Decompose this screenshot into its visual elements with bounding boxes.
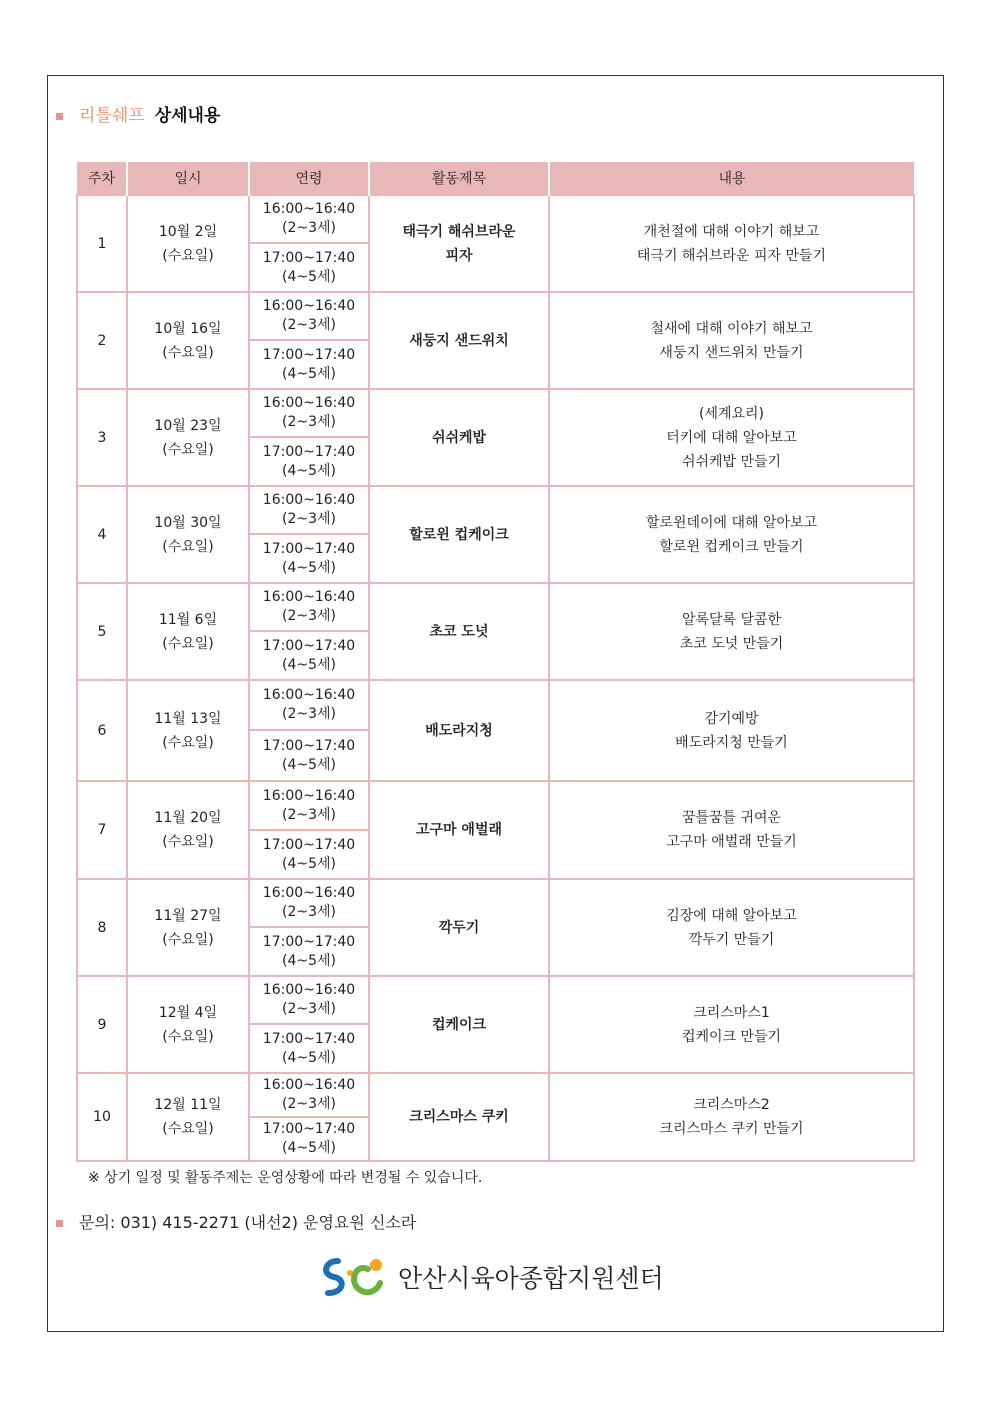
date-cell [127,195,249,292]
time-slot-cell-line: (4~5세) [282,1049,336,1066]
activity-content-cell-line: 개천절에 대해 이야기 해보고 [643,223,820,240]
date-cell-line: (수요일) [162,441,214,458]
time-slot-cell-line: (2~3세) [282,511,336,527]
activity-content-cell-line: 태극기 해쉬브라운 피자 만들기 [636,247,827,264]
week-cell [77,195,127,292]
time-slot-cell-line: 16:00~16:40 [262,1077,356,1093]
center-logo-icon [318,1255,390,1299]
activity-content-cell [549,976,914,1073]
activity-title-cell-line: 고구마 애벌래 [415,822,503,838]
date-cell-line: (수요일) [162,635,214,652]
week-cell [77,583,127,680]
time-slot-cell [249,1073,369,1117]
activity-content-cell-line: 크리스마스 쿠키 만들기 [659,1121,804,1137]
time-slot-cell-line: 16:00~16:40 [262,885,356,901]
week-cell [77,976,127,1073]
time-slot-cell-line: (4~5세) [282,1140,336,1156]
table-row [77,680,914,730]
week-cell [77,781,127,879]
activity-content-cell-line: 깍두기 만들기 [688,931,775,948]
time-slot-cell [249,340,369,389]
date-cell [127,292,249,389]
time-slot-cell-line: 17:00~17:40 [262,346,356,363]
activity-content-cell-line: 터키에 대해 알아보고 [666,429,797,446]
week-cell [77,486,127,583]
activity-title-cell [369,583,549,680]
time-slot-cell-line: 16:00~16:40 [262,395,356,411]
week-cell-line: 6 [97,722,107,739]
time-slot-cell [249,583,369,631]
activity-title-cell [369,781,549,879]
time-slot-cell-line: 16:00~16:40 [262,298,356,314]
header-content: 내용 [549,162,914,195]
time-slot-cell [249,389,369,437]
time-slot-cell [249,976,369,1024]
time-slot-cell-line: (2~3세) [282,904,336,920]
activity-title-cell-line: 쉬쉬케밥 [431,429,487,446]
time-slot-cell [249,781,369,830]
activity-title-cell-line: 배도라지청 [425,722,493,739]
activity-content-cell [549,486,914,583]
week-cell-line: 7 [97,822,107,838]
time-slot-cell-line: (2~3세) [282,317,336,333]
time-slot-cell-line: (2~3세) [282,806,336,823]
date-cell-line: 12월 4일 [158,1004,218,1021]
time-slot-cell-line: (2~3세) [282,1001,336,1017]
time-slot-cell [249,486,369,534]
activity-title-cell [369,879,549,976]
activity-title-cell-line: 컵케이크 [431,1016,487,1033]
header-week: 주차 [77,162,127,195]
activity-content-cell-line: 할로윈 컵케이크 만들기 [659,538,804,555]
activity-content-cell-line: 초코 도넛 만들기 [679,635,784,652]
date-cell-line: 11월 20일 [154,810,222,826]
time-slot-cell [249,1117,369,1161]
week-cell-line: 2 [97,332,107,349]
center-logo [318,1255,664,1299]
header-age: 연령 [249,162,369,195]
time-slot-cell-line: 17:00~17:40 [262,540,356,557]
time-slot-cell-line: (4~5세) [282,365,336,382]
activity-title-cell [369,486,549,583]
header-title: 활동제목 [369,162,549,195]
date-cell-line: 12월 11일 [154,1097,222,1113]
time-slot-cell-line: (2~3세) [282,414,336,430]
activity-title-cell-line: 초코 도넛 [429,623,489,640]
date-cell-line: 11월 27일 [154,907,222,924]
activity-content-cell-line: 감기예방 [704,710,759,727]
table-row [77,195,914,243]
activity-title-cell-line: 새둥지 샌드위치 [409,332,509,349]
week-cell [77,389,127,486]
table-header-row [77,162,914,195]
date-cell-line: 10월 2일 [158,223,218,240]
time-slot-cell [249,292,369,340]
date-cell [127,389,249,486]
activity-content-cell-line: 꿈틀꿈틀 귀여운 [681,810,782,826]
schedule-note: ※ 상기 일정 및 활동주제는 운영상황에 따라 변경될 수 있습니다. [88,1170,483,1186]
activity-content-cell-line: 철새에 대해 이야기 해보고 [650,320,813,337]
date-cell [127,583,249,680]
time-slot-cell [249,680,369,730]
time-slot-cell-line: 16:00~16:40 [262,492,356,508]
schedule-table [76,162,915,1162]
activity-content-cell-line: 배도라지청 만들기 [675,734,788,751]
time-slot-cell-line: 17:00~17:40 [262,1030,356,1047]
time-slot-cell-line: 17:00~17:40 [262,737,356,754]
activity-title-cell [369,292,549,389]
date-cell-line: (수요일) [162,931,214,948]
time-slot-cell-line: (4~5세) [282,559,336,576]
activity-content-cell-line: 고구마 애벌래 만들기 [666,834,797,850]
time-slot-cell-line: 16:00~16:40 [262,201,356,217]
activity-title-cell-line: 할로윈 컵케이크 [409,526,509,543]
date-cell-line: 11월 13일 [154,710,222,727]
activity-title-cell [369,976,549,1073]
time-slot-cell-line: 17:00~17:40 [262,933,356,950]
week-cell [77,1073,127,1161]
time-slot-cell-line: 16:00~16:40 [262,589,356,605]
time-slot-cell-line: (4~5세) [282,952,336,969]
week-cell-line: 5 [97,623,107,640]
table-row [77,1073,914,1117]
table-row [77,292,914,340]
date-cell-line: (수요일) [162,1121,214,1137]
activity-content-cell [549,781,914,879]
contact-info [56,1211,416,1235]
week-cell [77,879,127,976]
date-cell-line: 10월 30일 [154,514,222,531]
week-cell-line: 1 [97,235,107,252]
date-cell [127,976,249,1073]
date-cell [127,781,249,879]
table-row [77,976,914,1024]
time-slot-cell-line: 17:00~17:40 [262,637,356,654]
activity-content-cell-line: 쉬쉬케밥 만들기 [681,453,782,470]
activity-content-cell [549,680,914,781]
section-heading [56,104,220,128]
activity-title-cell-line: 깍두기 [438,919,480,936]
time-slot-cell-line: (2~3세) [282,1096,336,1112]
activity-content-cell [549,292,914,389]
activity-content-cell-line: 크리스마스1 [693,1004,770,1021]
time-slot-cell-line: 17:00~17:40 [262,443,356,460]
activity-content-cell-line: 할로윈데이에 대해 알아보고 [645,514,818,531]
time-slot-cell-line: (2~3세) [282,706,336,722]
week-cell-line: 10 [93,1109,111,1125]
time-slot-cell-line: 16:00~16:40 [262,687,356,703]
logo-text: 안산시육아종합지원센터 [398,1264,664,1293]
activity-title-cell [369,680,549,781]
table-row [77,583,914,631]
time-slot-cell-line: 16:00~16:40 [262,982,356,998]
table-row [77,486,914,534]
table-row [77,389,914,437]
activity-content-cell [549,1073,914,1161]
time-slot-cell-line: 17:00~17:40 [262,1121,356,1137]
date-cell-line: 11월 6일 [158,611,218,628]
activity-content-cell-line: (세계요리) [698,405,765,422]
activity-content-cell-line: 크리스마스2 [693,1097,770,1113]
date-cell-line: (수요일) [162,538,214,555]
activity-title-cell [369,389,549,486]
table-body [77,195,914,1161]
time-slot-cell-line: (4~5세) [282,268,336,285]
activity-title-cell-line: 피자 [445,247,473,264]
time-slot-cell [249,830,369,879]
activity-title-cell-line: 태극기 해쉬브라운 [402,223,516,240]
activity-content-cell [549,879,914,976]
table-row [77,781,914,830]
time-slot-cell [249,730,369,781]
time-slot-cell-line: (2~3세) [282,220,336,236]
header-date: 일시 [127,162,249,195]
time-slot-cell [249,927,369,976]
activity-content-cell-line: 컵케이크 만들기 [681,1028,782,1045]
time-slot-cell-line: 17:00~17:40 [262,836,356,853]
date-cell-line: 10월 23일 [154,417,222,434]
date-cell-line: (수요일) [162,1028,214,1045]
time-slot-cell [249,631,369,680]
week-cell-line: 8 [97,919,107,936]
activity-content-cell-line: 알록달록 달콤한 [681,611,782,628]
activity-content-cell [549,389,914,486]
activity-content-cell-line: 김장에 대해 알아보고 [666,907,797,924]
week-cell-line: 3 [97,429,107,446]
square-bullet-icon [56,1220,63,1227]
heading-accent: 리틀쉐프 [79,106,145,126]
date-cell [127,1073,249,1161]
contact-text: 문의: 031) 415-2271 (내선2) 운영요원 신소라 [79,1213,417,1232]
time-slot-cell [249,879,369,927]
activity-title-cell [369,1073,549,1161]
week-cell-line: 9 [97,1016,107,1033]
time-slot-cell-line: (4~5세) [282,462,336,479]
date-cell-line: 10월 16일 [154,320,222,337]
date-cell-line: (수요일) [162,247,214,264]
time-slot-cell [249,534,369,583]
activity-title-cell-line: 크리스마스 쿠키 [409,1109,509,1125]
time-slot-cell-line: (4~5세) [282,855,336,872]
time-slot-cell [249,437,369,486]
activity-content-cell [549,195,914,292]
date-cell [127,486,249,583]
week-cell [77,292,127,389]
square-bullet-icon [56,113,63,120]
date-cell-line: (수요일) [162,834,214,850]
time-slot-cell-line: 17:00~17:40 [262,249,356,266]
time-slot-cell [249,1024,369,1073]
time-slot-cell [249,195,369,243]
table-row [77,879,914,927]
activity-content-cell-line: 새둥지 샌드위치 만들기 [659,344,804,361]
heading-main: 상세내용 [154,106,221,126]
time-slot-cell-line: 16:00~16:40 [262,787,356,804]
date-cell-line: (수요일) [162,734,214,751]
date-cell [127,680,249,781]
time-slot-cell-line: (2~3세) [282,608,336,624]
activity-title-cell [369,195,549,292]
week-cell-line: 4 [97,526,107,543]
date-cell-line: (수요일) [162,344,214,361]
time-slot-cell-line: (4~5세) [282,656,336,673]
time-slot-cell [249,243,369,292]
week-cell [77,680,127,781]
time-slot-cell-line: (4~5세) [282,756,336,773]
date-cell [127,879,249,976]
activity-content-cell [549,583,914,680]
